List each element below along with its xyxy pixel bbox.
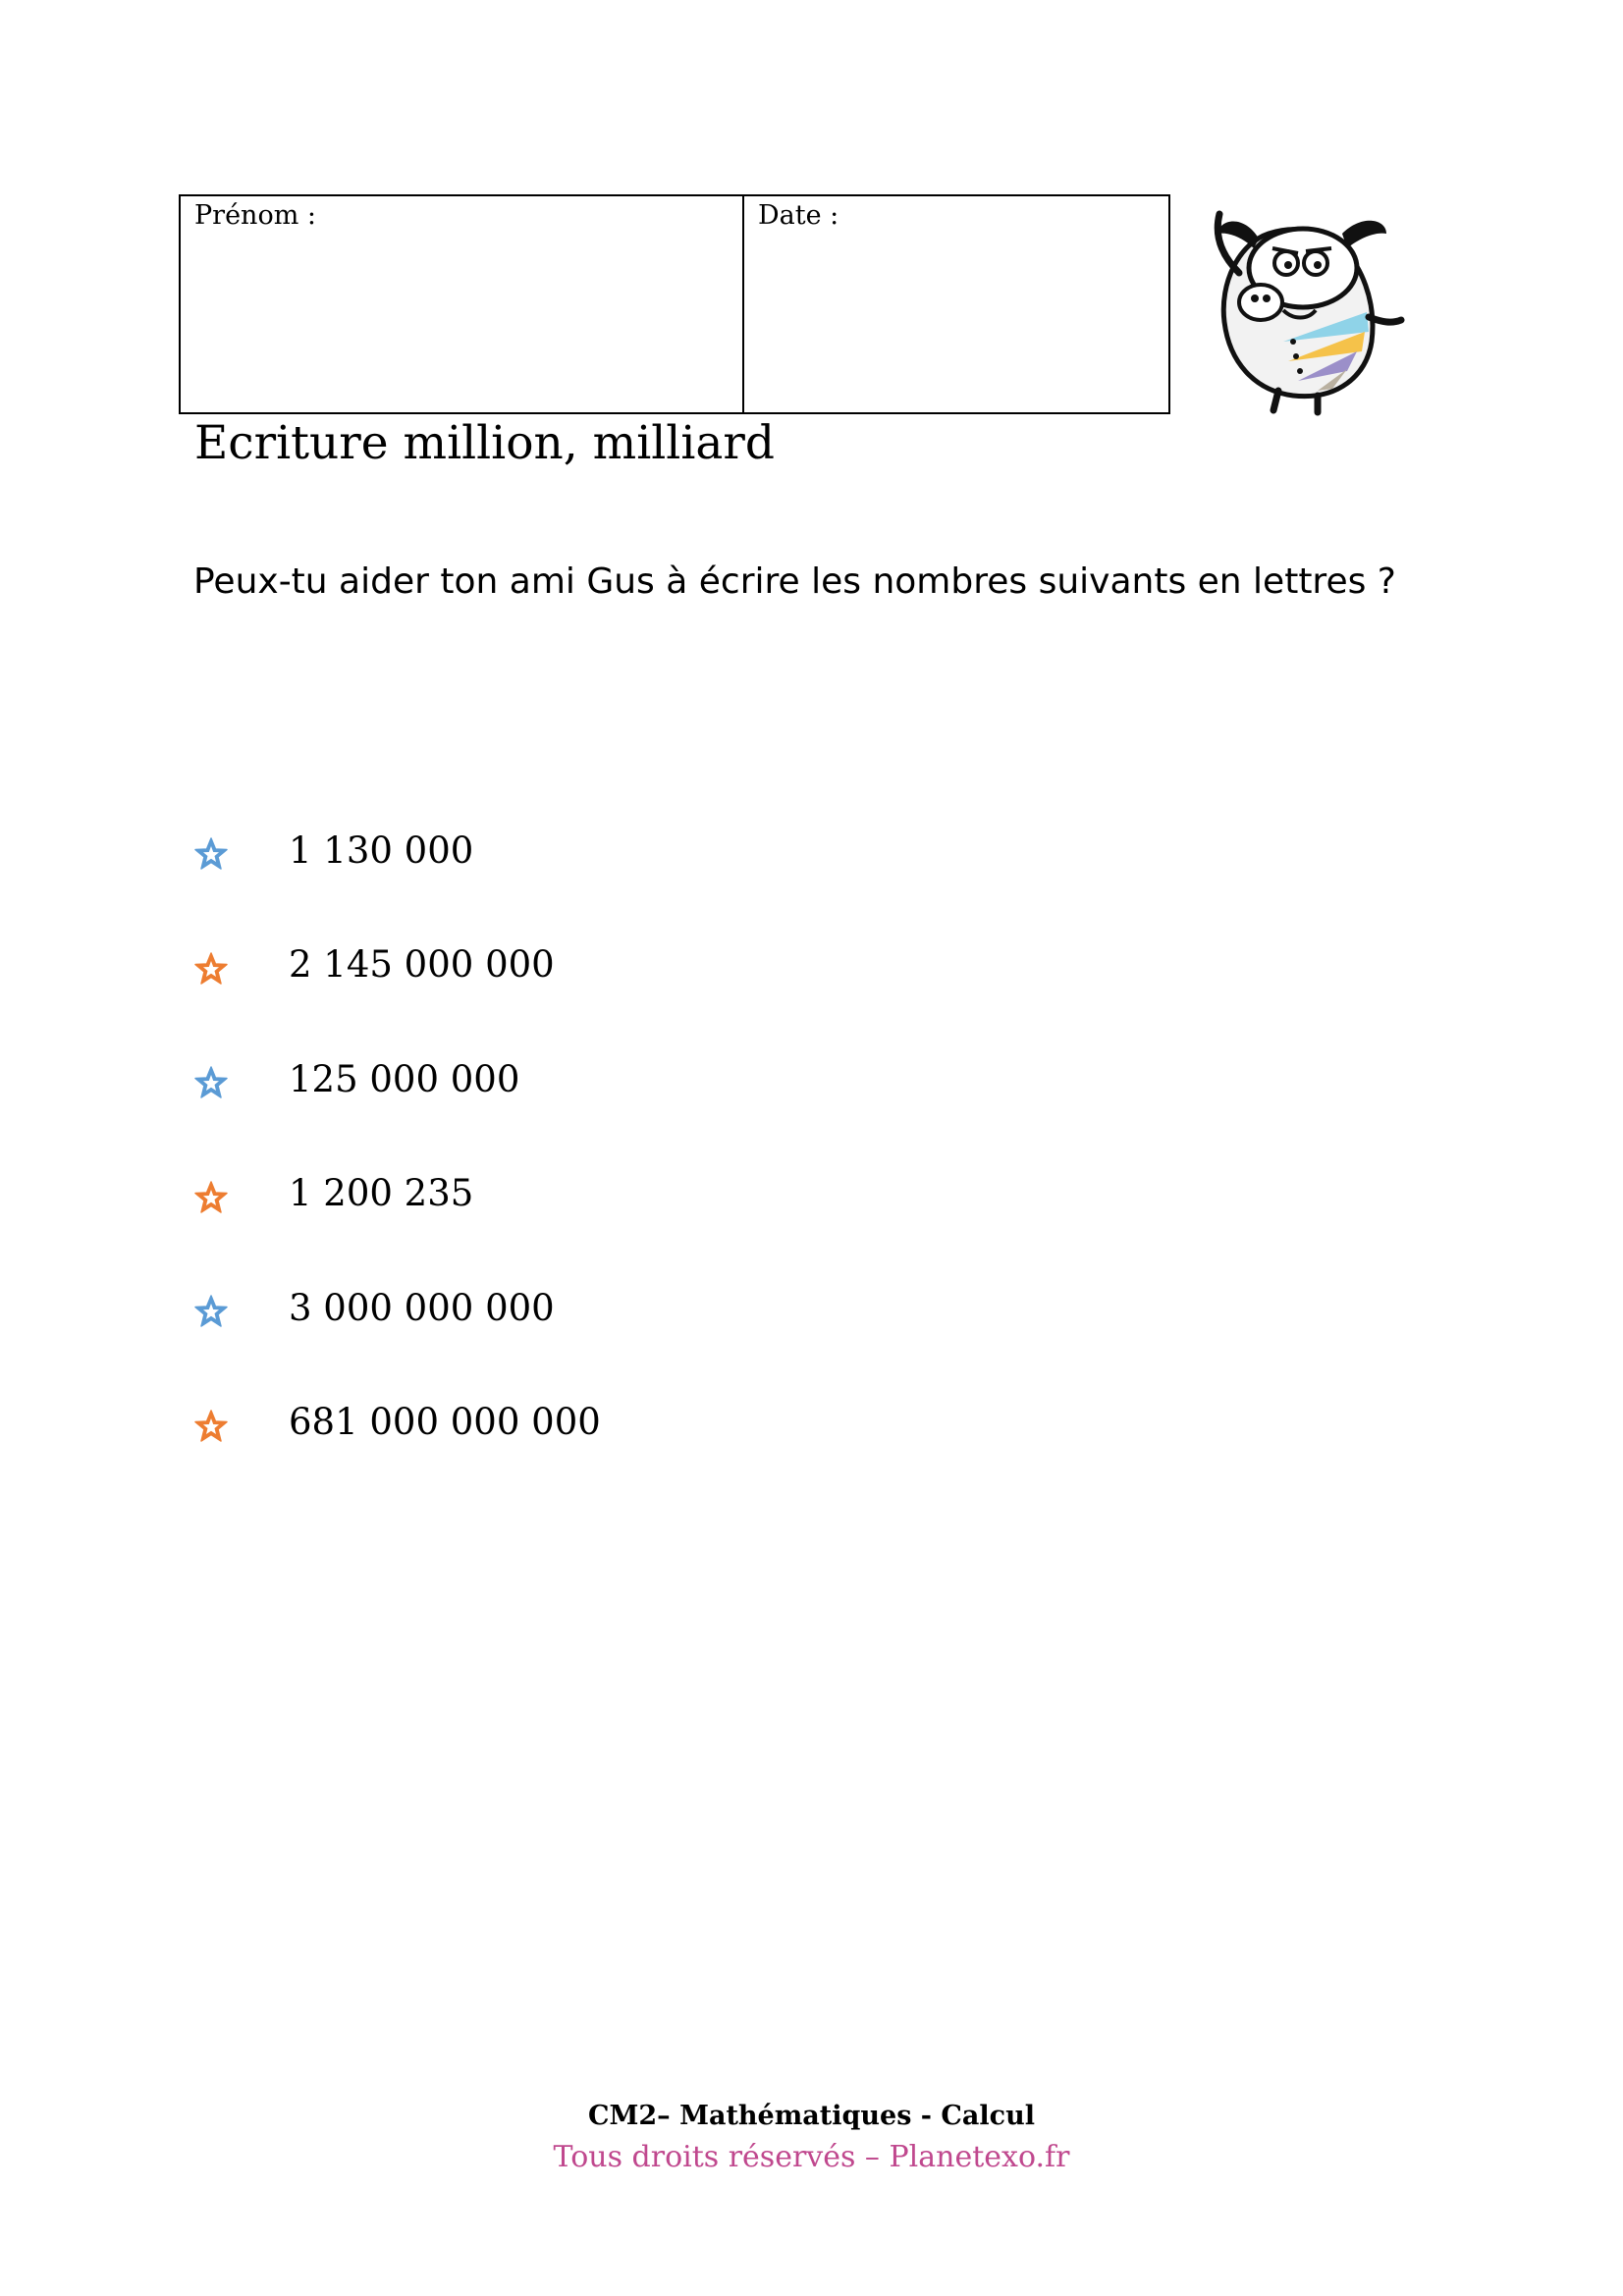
name-date-box [179,194,1170,414]
gus-mascot-illustration [1200,194,1412,418]
star-icon [192,1179,230,1216]
number-value: 2 145 000 000 [289,943,555,987]
footer-subject: CM2– Mathématiques - Calcul [588,2101,1035,2131]
instruction-text: Peux-tu aider ton ami Gus à écrire les nombres suivants en lettres ? [193,561,1396,602]
star-icon [192,950,230,988]
star-icon [192,1064,230,1101]
list-item [192,912,601,1027]
list-item [192,1141,601,1255]
list-item [192,1369,601,1484]
number-value: 1 200 235 [289,1172,474,1215]
list-item [192,797,601,912]
star-icon [192,1408,230,1445]
prenom-label: Prénom : [194,200,316,231]
page-title: Ecriture million, milliard [194,416,775,470]
star-icon [192,1293,230,1330]
prenom-field[interactable] [181,196,744,412]
number-list [192,797,601,1483]
star-icon [192,835,230,873]
date-label: Date : [758,200,839,231]
number-value: 1 130 000 [289,828,474,872]
number-value: 3 000 000 000 [289,1286,555,1329]
number-value: 125 000 000 [289,1057,520,1100]
number-value: 681 000 000 000 [289,1401,601,1444]
date-field[interactable] [744,196,1168,412]
list-item [192,1026,601,1141]
footer-copyright: Tous droits réservés – Planetexo.fr [553,2140,1070,2174]
list-item [192,1255,601,1369]
